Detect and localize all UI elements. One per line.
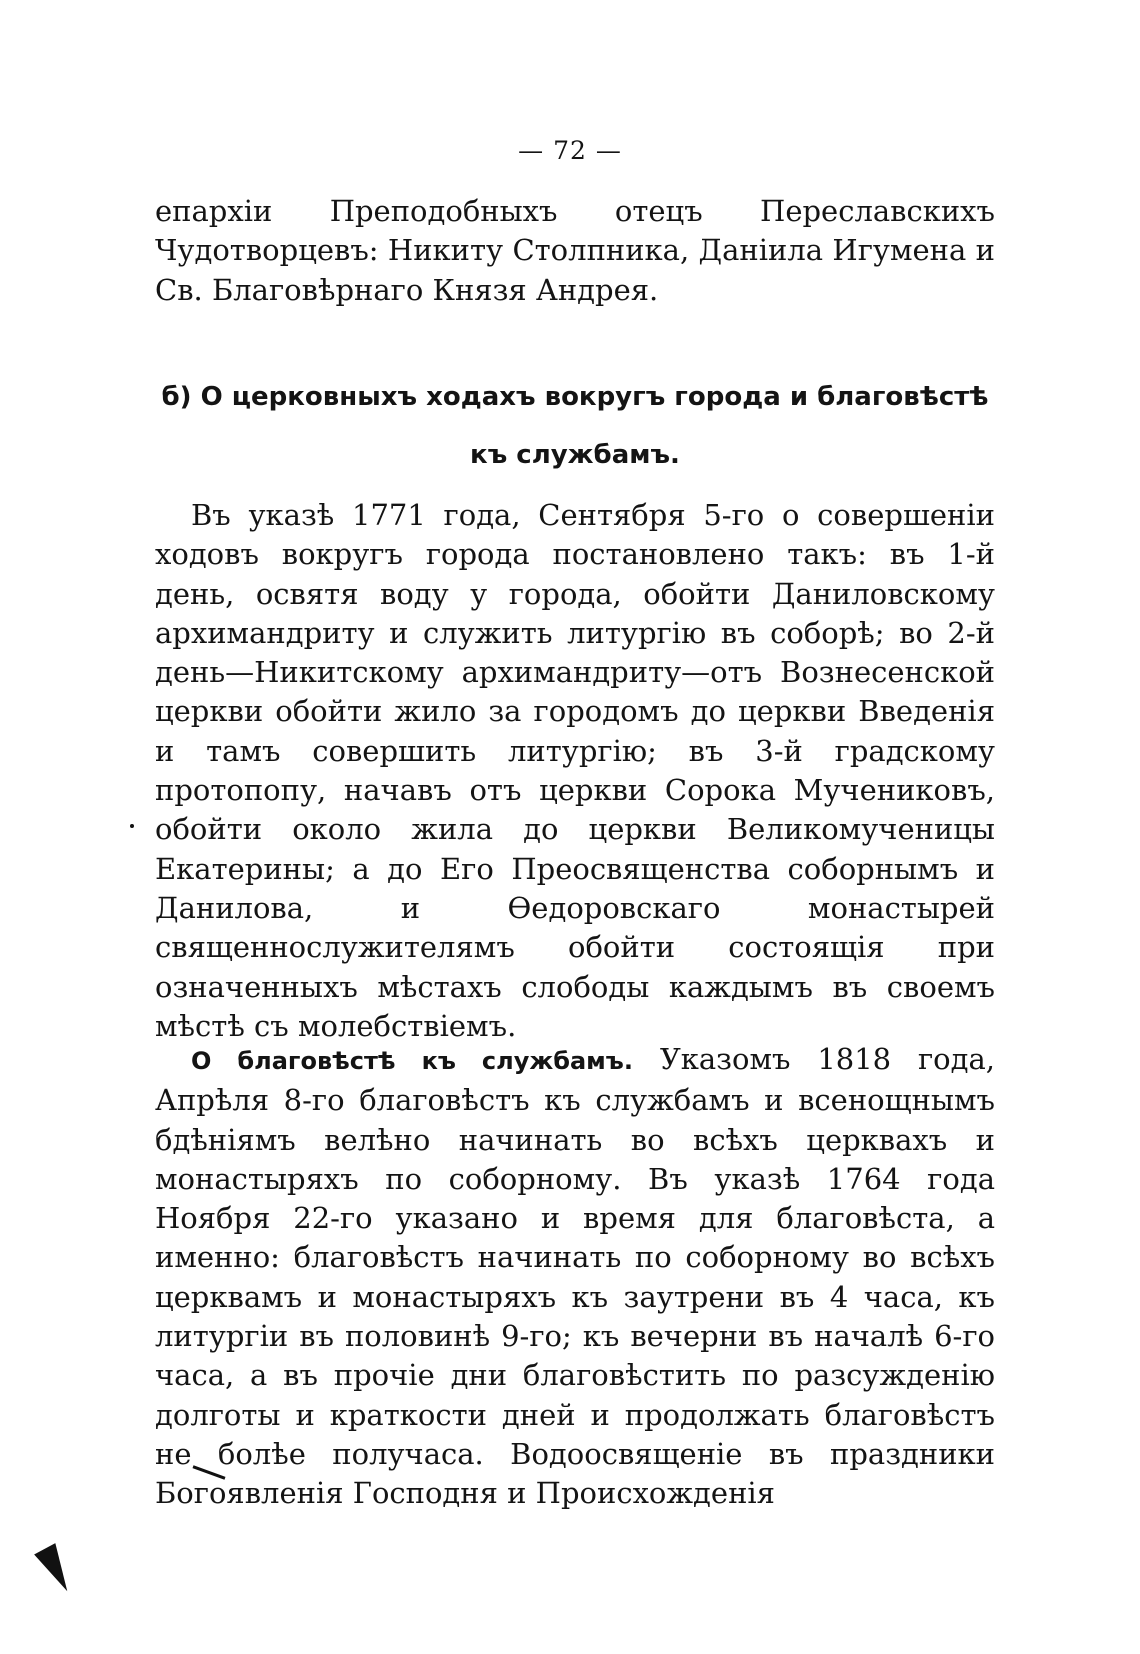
page-number	[0, 136, 1140, 165]
section-heading	[155, 368, 995, 484]
paragraph-processions-text: Въ указѣ 1771 года, Сентября 5-го о совершеніи ходовъ вокругъ города постановлено такъ: въ 1-й день, освятя воду у города, обойти Даниловскому архимандриту и служить литургію въ соборѣ; во 2-й день—Никитскому архимандриту—отъ Вознесенской церкви обойти жило за городомъ до церкви Введенія и тамъ совершить литургію; въ 3-й градскому протопопу, начавъ отъ церкви Сорока Мучениковъ, обойти около жила до церкви Великомученицы Екатерины; а до Его Преосвященства соборнымъ и Данилова, и Ѳедоровскаго монастырей священнослужителямъ обойти состоящія при означенныхъ мѣстахъ слободы каждымъ въ своемъ мѣстѣ съ молебствіемъ.	[155, 498, 995, 1043]
continued-paragraph	[155, 192, 995, 310]
continued-paragraph-text: епархіи Преподобныхъ отецъ Переславскихъ Чудотворцевъ: Никиту Столпника, Даніила Игумена и Св. Благовѣрнаго Князя Андрея.	[155, 194, 995, 307]
section-heading-line-1: б) О церковныхъ ходахъ вокругъ города и благовѣстѣ	[161, 382, 989, 412]
paragraph-processions	[155, 496, 995, 1046]
paragraph-bell-ringing	[155, 1040, 995, 1514]
page-number-value: 72	[553, 136, 587, 165]
scan-mark-wedge	[34, 1543, 78, 1597]
folio-dash-right: —	[586, 136, 622, 165]
paragraph-bell-ringing-body	[155, 1040, 995, 1514]
paragraph-bell-ringing-text: Указомъ 1818 года, Апрѣля 8-го благовѣстъ къ службамъ и всенощнымъ бдѣніямъ велѣно начинать во всѣхъ церквахъ и монастыряхъ по соборному. Въ указѣ 1764 года Ноября 22-го указано и время для благовѣста, а именно: благовѣстъ начинать по соборному во всѣхъ церквамъ и монастыряхъ къ заутрени въ 4 часа, къ литургіи въ половинѣ 9-го; къ вечерни въ началѣ 6-го часа, а въ прочіе дни благовѣстить по разсужденію долготы и краткости дней и продолжать благовѣстъ не болѣе получаса. Водоосвященіе въ праздники Богоявленія Господня и Происхожденія	[155, 1042, 995, 1511]
folio-dash-left: —	[518, 136, 554, 165]
scan-speck	[130, 824, 134, 828]
section-heading-line-2: къ службамъ.	[470, 440, 680, 470]
run-in-heading: О благовѣстѣ къ службамъ.	[191, 1047, 633, 1075]
